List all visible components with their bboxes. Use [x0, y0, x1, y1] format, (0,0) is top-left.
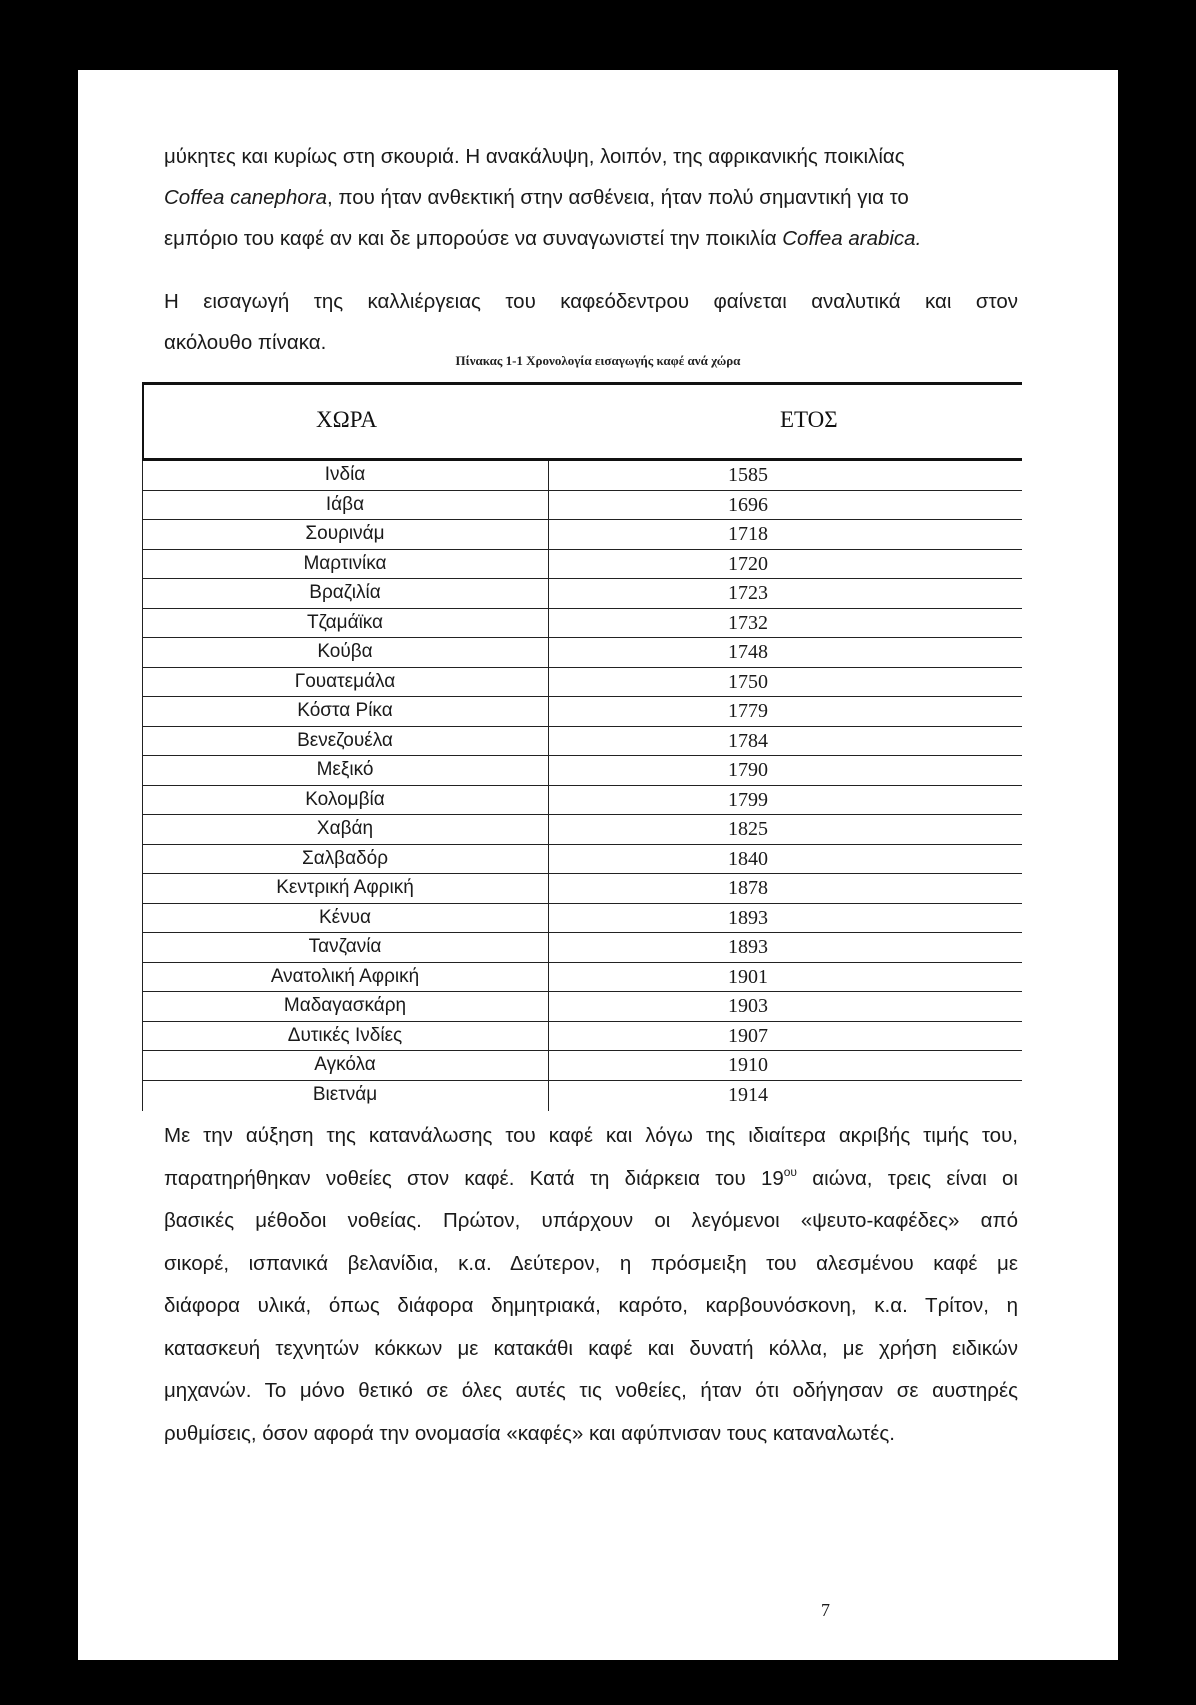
year-cell: 1893 [728, 906, 768, 929]
year-cell: 1790 [728, 759, 768, 781]
year-cell: 1750 [728, 670, 768, 693]
table-row [142, 697, 1022, 727]
body-line-2a: παρατηρήθηκαν νοθείες στον καφέ. Κατά τη διάρκεια του 19 [164, 1166, 784, 1190]
body-line-2b: αιώνα, τρεις είναι οι [797, 1166, 1018, 1190]
body-line-1: Με την αύξηση της κατανάλωσης του καφέ και λόγω της ιδιαίτερα ακριβής τιμής του, [164, 1124, 1018, 1147]
table-row [142, 520, 1022, 550]
table-row [142, 1051, 1022, 1081]
species-name-arabica: Coffea arabica. [782, 227, 922, 250]
intro-line-3 [164, 218, 1018, 259]
intro-line-2-rest: , που ήταν ανθεκτική στην ασθένεια, ήταν πολύ σημαντική για το [326, 186, 909, 209]
intro-line-1: μύκητες και κυρίως στη σκουριά. Η ανακάλυψη, λοιπόν, της αφρικανικής ποικιλίας [164, 145, 905, 168]
body-line-8: ρυθμίσεις, όσον αφορά την ονομασία «καφές» και αφύπνισαν τους καταναλωτές. [164, 1421, 895, 1445]
year-cell: 1799 [728, 788, 768, 811]
year-cell: 1914 [728, 1083, 768, 1106]
year-cell: 1903 [728, 995, 768, 1017]
document-sheet [78, 70, 1118, 1660]
table-row [142, 727, 1022, 757]
country-cell: Βενεζουέλα [297, 729, 393, 751]
table-row [142, 845, 1022, 875]
country-cell: Κεντρική Αφρική [276, 877, 414, 898]
year-cell: 1901 [728, 965, 768, 988]
country-cell: Κόστα Ρίκα [297, 700, 393, 721]
year-cell: 1825 [728, 818, 768, 840]
table-row [142, 904, 1022, 934]
table-row [142, 461, 1022, 491]
table-row [142, 963, 1022, 993]
page-number: 7 [821, 1600, 830, 1620]
table-row [142, 1022, 1022, 1052]
year-cell: 1779 [728, 700, 768, 722]
table-row [142, 786, 1022, 816]
country-cell: Τανζανία [308, 936, 382, 957]
country-cell: Μαδαγασκάρη [283, 995, 407, 1016]
intro-paragraph [164, 136, 1018, 363]
table-header-row [142, 382, 1022, 461]
table-row [142, 491, 1022, 521]
table-row [142, 933, 1022, 963]
year-cell: 1748 [728, 641, 768, 663]
country-cell: Κούβα [317, 641, 373, 662]
country-cell: Γουατεμάλα [294, 670, 396, 692]
coffee-introduction-table [142, 382, 1022, 1111]
table-row [142, 874, 1022, 904]
year-cell: 1784 [728, 729, 768, 752]
adulteration-paragraph [164, 1115, 1018, 1455]
country-cell: Δυτικές Ινδίες [287, 1024, 403, 1046]
table-body [142, 461, 1022, 1111]
table-row [142, 638, 1022, 668]
table-row [142, 550, 1022, 580]
country-cell: Τζαμάϊκα [306, 611, 384, 633]
body-line-3: βασικές μέθοδοι νοθείας. Πρώτον, υπάρχουν οι λεγόμενοι «ψευτο-καφέδες» από [164, 1209, 1018, 1232]
country-cell: Αγκόλα [314, 1054, 376, 1075]
year-cell: 1732 [728, 611, 768, 634]
table-row [142, 579, 1022, 609]
year-cell: 1907 [728, 1024, 768, 1047]
country-cell: Χαβάη [316, 818, 374, 839]
year-cell: 1893 [728, 936, 768, 958]
year-cell: 1720 [728, 552, 768, 575]
intro-line-2 [164, 177, 1018, 218]
country-cell: Μεξικό [316, 759, 374, 780]
table-row [142, 668, 1022, 698]
table-row [142, 1081, 1022, 1111]
header-country: ΧΩΡΑ [316, 407, 378, 432]
body-line-6: κατασκευή τεχνητών κόκκων με κατακάθι καφέ και δυνατή κόλλα, με χρήση ειδικών [164, 1336, 1018, 1360]
year-cell: 1585 [728, 464, 768, 486]
country-cell: Ιάβα [325, 493, 365, 515]
year-cell: 1840 [728, 847, 768, 870]
table-row [142, 815, 1022, 845]
superscript-ou: ου [783, 1164, 797, 1179]
year-cell: 1723 [728, 582, 768, 604]
year-cell: 1878 [728, 877, 768, 899]
intro-line-4: Η εισαγωγή της καλλιέργειας του καφεόδεντρου φαίνεται αναλυτικά και στον [164, 290, 1018, 313]
header-year: ΕΤΟΣ [780, 407, 838, 432]
country-cell: Βιετνάμ [312, 1083, 378, 1105]
year-cell: 1696 [728, 493, 768, 516]
year-cell: 1718 [728, 523, 768, 545]
table-row [142, 992, 1022, 1022]
country-cell: Βραζιλία [309, 582, 381, 603]
table-row [142, 756, 1022, 786]
country-cell: Κολομβία [305, 788, 385, 810]
body-line-5: διάφορα υλικά, όπως διάφορα δημητριακά, καρότο, καρβουνόσκονη, κ.α. Τρίτον, η [164, 1294, 1018, 1317]
country-cell: Ανατολική Αφρική [270, 965, 420, 987]
country-cell: Μαρτινίκα [303, 552, 387, 574]
body-line-4: σικορέ, ισπανικά βελανίδια, κ.α. Δεύτερον, η πρόσμειξη του αλεσμένου καφέ με [164, 1251, 1018, 1275]
year-cell: 1910 [728, 1054, 768, 1076]
country-cell: Ινδία [324, 464, 366, 485]
body-line-7: μηχανών. Το μόνο θετικό σε όλες αυτές τις νοθείες, ήταν ότι οδήγησαν σε αυστηρές [164, 1379, 1018, 1402]
table-row [142, 609, 1022, 639]
country-cell: Κένυα [318, 906, 372, 928]
species-name-canephora: Coffea canephora [164, 186, 327, 209]
country-cell: Σαλβαδόρ [301, 847, 389, 869]
intro-line-5: ακόλουθο πίνακα. [164, 331, 327, 354]
intro-line-3-start: εμπόριο του καφέ αν και δε μπορούσε να συναγωνιστεί την ποικιλία [164, 227, 783, 250]
country-cell: Σουρινάμ [305, 523, 385, 544]
table-caption: Πίνακας 1-1 Χρονολογία εισαγωγής καφέ ανά χώρα [455, 353, 741, 368]
body-line-2 [164, 1158, 1018, 1201]
